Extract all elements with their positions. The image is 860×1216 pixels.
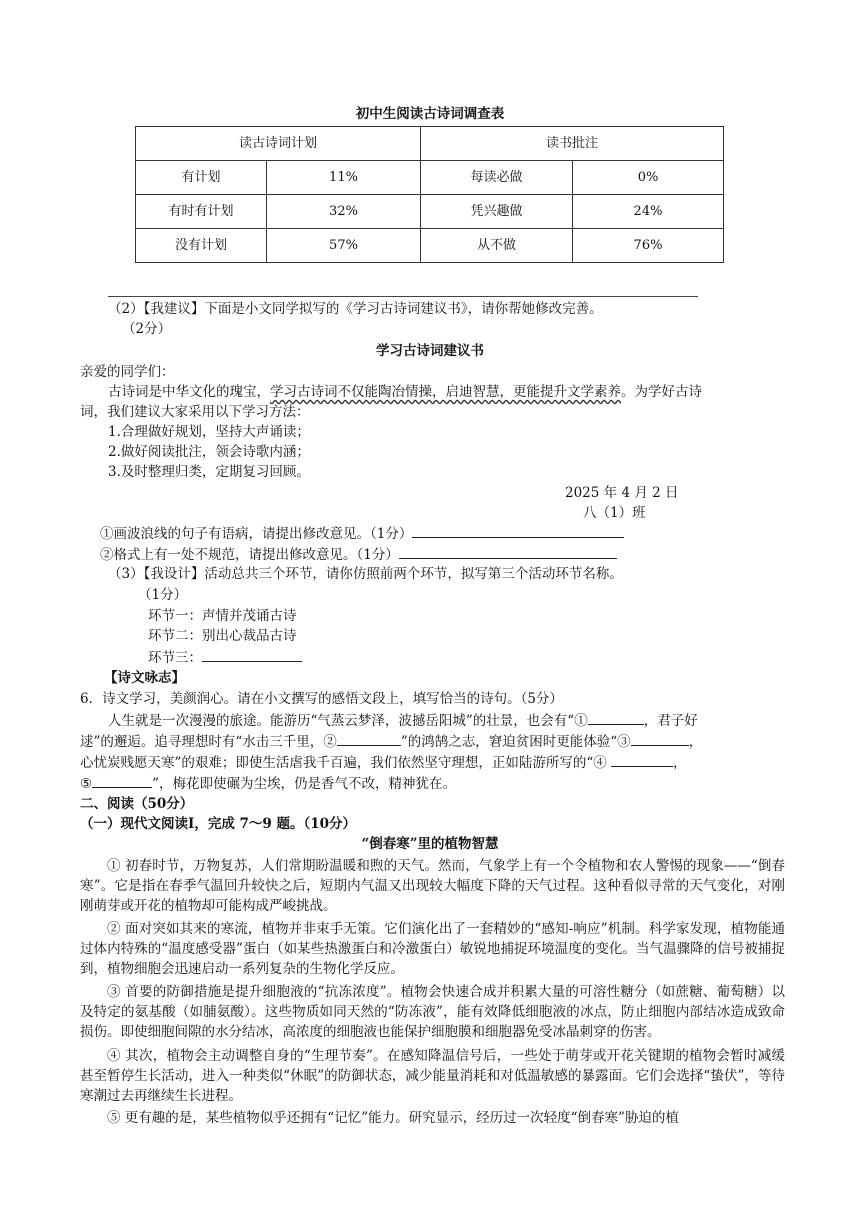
- q2-sub1: [100, 523, 624, 544]
- answer-blank[interactable]: [399, 544, 617, 559]
- table-cell: 57%: [267, 229, 421, 263]
- letter-title: 学习古诗词建议书: [376, 343, 484, 359]
- step-1: 环节一：声情并茂诵古诗: [148, 608, 297, 624]
- table-cell: 没有计划: [136, 229, 267, 263]
- table-row: [136, 229, 724, 263]
- q2-sub2: [100, 544, 617, 565]
- article-paragraph: ② 面对突如其来的寒流，植物并非束手无策。它们演化出了一套精妙的“感知-响应”机制。科学家发现，植物能通过体内特殊的“温度感受器”蛋白（如某些热激蛋白和冷激蛋白）敏锐地捕捉环境温度的变化。当气温骤降的信号被捕捉到，植物细胞会迅速启动一系列复杂的生物化学反应。: [80, 921, 785, 977]
- answer-blank[interactable]: [588, 710, 644, 725]
- article-paragraph: ① 初春时节，万物复苏，人们常期盼温暖和煦的天气。然而，气象学上有一个令植物和农人警惕的现象——“倒春寒”。它是指在春季气温回升较快之后，短期内气温又出现较大幅度下降的天气过程。这种看似寻常的天气变化，对刚刚萌芽或开花的植物却可能构成严峻挑战。: [80, 858, 785, 914]
- q6-text: ”，梅花即使碾为尘埃，仍是香气不改，精神犹在。: [152, 776, 457, 792]
- q6-text: 逑”的邂逅。追寻理想时有“水击三千里，②: [80, 734, 337, 750]
- article-paragraph: ④ 其次，植物会主动调整自身的“生理节奏”。在感知降温信号后，一些处于萌芽或开花关键期的植物会暂时减缓甚至暂停生长活动，进入一种类似“休眠”的防御状态，减少能量消耗和对低温敏感的暴露面。它们会选择“蛰伏”，等待寒潮过去再继续生长进程。: [80, 1048, 785, 1104]
- letter-body-pre: 古诗词是中华文化的瑰宝，: [108, 384, 270, 400]
- table-cell: 有计划: [136, 161, 267, 195]
- divider: [108, 296, 698, 297]
- table-header-cell: 读书批注: [421, 127, 724, 161]
- answer-blank[interactable]: [611, 752, 673, 767]
- method-item: 3.及时整理归类，定期复习回顾。: [108, 464, 310, 480]
- letter-body-line-2: 词，我们建议大家采用以下学习方法：: [80, 404, 310, 420]
- article-paragraph: ③ 首要的防御措施是提升细胞液的“抗冻浓度”。植物会快速合成并积累大量的可溶性糖分（如蔗糖、葡萄糖）以及特定的氨基酸（如脯氨酸）。这些物质如同天然的“防冻液”，能有效降低细胞液的冰点，防止细胞内部结冰造成致命损伤。即使细胞间隙的水分结冰，高浓度的细胞液也能保护细胞膜和细胞器免受冰晶刺穿的伤害。: [80, 984, 785, 1040]
- letter-date: 2025 年 4 月 2 日: [565, 485, 679, 501]
- q6-text: ，君子好: [643, 713, 698, 729]
- q6-line: [108, 710, 698, 731]
- table-cell: 从不做: [421, 229, 573, 263]
- answer-blank[interactable]: [337, 731, 401, 746]
- table-cell: 11%: [267, 161, 421, 195]
- table-cell: 32%: [267, 195, 421, 229]
- q3-stem: （3）【我设计】活动总共三个环节，请你仿照前两个环节，拟写第三个活动环节名称。: [108, 566, 623, 582]
- q2-points: （2分）: [122, 321, 172, 337]
- step-3-label: 环节三：: [148, 650, 202, 666]
- q6-text: ”的鸿鹄之志，窘迫贫困时更能体验“③: [400, 734, 631, 750]
- table-header-cell: 读古诗词计划: [136, 127, 421, 161]
- table-cell: 凭兴趣做: [421, 195, 573, 229]
- letter-body-post: 。为学好古诗: [621, 384, 702, 400]
- q2-sub1-text: ①画波浪线的句子有语病，请提出修改意见。（1分）: [100, 526, 413, 542]
- q6-text: 人生就是一次漫漫的旅途。能游历“气蒸云梦泽，波撼岳阳城”的壮景，也会有“①: [108, 713, 588, 729]
- step-3: [148, 647, 302, 668]
- method-item: 1.合理做好规划，坚持大声诵读；: [108, 424, 310, 440]
- q6-stem: 6．诗文学习，美颜润心。请在小文撰写的感悟文段上，填写恰当的诗句。（5分）: [80, 691, 563, 707]
- table-row: [136, 161, 724, 195]
- letter-signature: 八（1）班: [583, 505, 646, 521]
- article-title: “倒春寒”里的植物智慧: [361, 836, 499, 852]
- section-heading: 【诗文咏志】: [104, 670, 185, 686]
- q6-text: ⑤: [80, 776, 93, 792]
- section-heading: 二、阅读（50分）: [80, 796, 194, 812]
- letter-body-line-1: [108, 382, 702, 402]
- table-cell: 每读必做: [421, 161, 573, 195]
- q6-line: [80, 773, 456, 794]
- table-cell: 0%: [573, 161, 724, 195]
- survey-title: 初中生阅读古诗词调查表: [355, 106, 505, 122]
- q2-sub2-text: ②格式上有一处不规范，请提出修改意见。（1分）: [100, 547, 399, 563]
- wavy-sentence: 学习古诗词不仅能陶冶情操，启迪智慧，更能提升文学素养: [270, 384, 621, 400]
- answer-blank[interactable]: [631, 731, 689, 746]
- answer-blank[interactable]: [412, 523, 624, 538]
- subsection-heading: （一）现代文阅读Ⅰ，完成 7～9 题。（10分）: [80, 816, 357, 832]
- q3-points: （1分）: [138, 587, 188, 603]
- q6-text: ，: [688, 734, 703, 750]
- table-cell: 24%: [573, 195, 724, 229]
- q6-text: ，: [673, 755, 687, 771]
- answer-blank[interactable]: [202, 647, 302, 662]
- table-row: [136, 195, 724, 229]
- q6-line: [80, 731, 702, 752]
- survey-table: [135, 126, 724, 263]
- table-cell: 76%: [573, 229, 724, 263]
- table-row: [136, 127, 724, 161]
- step-2: 环节二：别出心裁品古诗: [148, 628, 297, 644]
- answer-blank[interactable]: [92, 773, 152, 788]
- table-cell: 有时有计划: [136, 195, 267, 229]
- q6-line: [80, 752, 687, 773]
- q2-stem: （2）【我建议】下面是小文同学拟写的《学习古诗词建议书》，请你帮她修改完善。: [108, 301, 603, 317]
- method-item: 2.做好阅读批注，领会诗歌内涵；: [108, 444, 310, 460]
- letter-salutation: 亲爱的同学们：: [80, 364, 175, 380]
- q6-text: 心忧炭贱愿天寒”的艰难；即使生活虐我千百遍，我们依然坚守理想，正如陆游所写的“④: [80, 755, 612, 771]
- article-paragraph: ⑤ 更有趣的是，某些植物似乎还拥有“记忆”能力。研究显示，经历过一次轻度“倒春寒”胁迫的植: [107, 1110, 679, 1126]
